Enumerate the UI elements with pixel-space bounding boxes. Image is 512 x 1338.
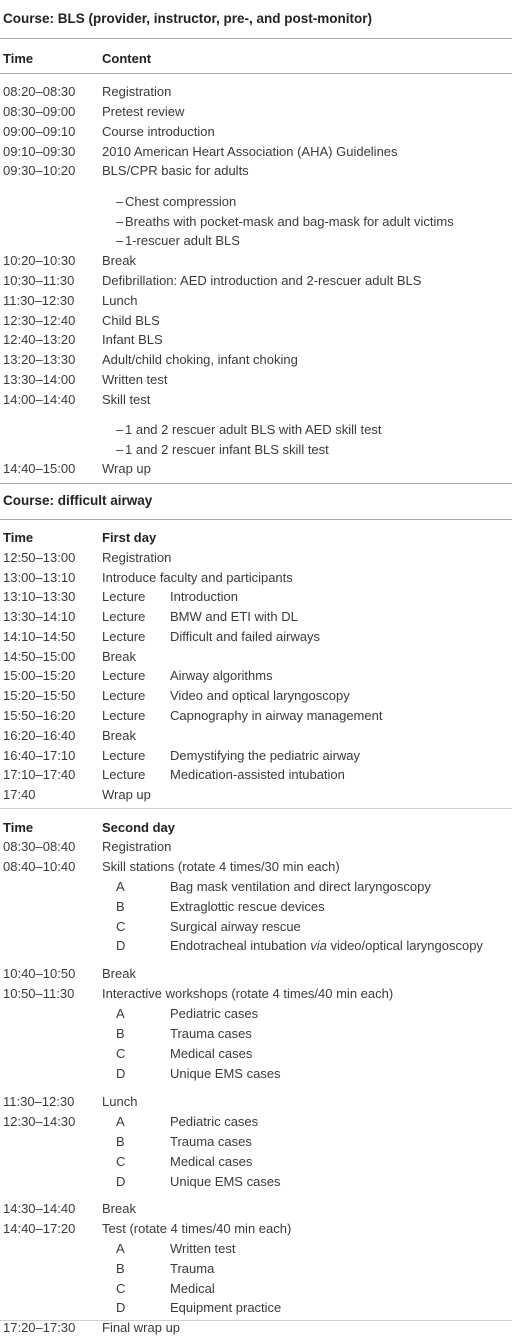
table-row	[0, 330, 512, 350]
col-header-time: Time	[3, 820, 34, 835]
content-cell: Trauma cases	[170, 1026, 252, 1041]
col-header-content: Content	[102, 51, 152, 66]
content-cell: Lecture	[102, 748, 146, 763]
content-cell: 1 and 2 rescuer adult BLS with AED skill test	[125, 422, 382, 437]
content-cell: 1 and 2 rescuer infant BLS skill test	[125, 442, 329, 457]
time-cell: 10:40–10:50	[3, 966, 76, 981]
detail-cell: Introduction	[170, 589, 238, 604]
content-cell: Equipment practice	[170, 1300, 282, 1315]
content-cell: Registration	[102, 84, 172, 99]
col-header-time: Time	[3, 530, 34, 545]
table-row	[0, 666, 512, 686]
content-cell: Wrap up	[102, 787, 151, 802]
station-letter: D	[116, 1174, 126, 1189]
station-row	[0, 1259, 512, 1279]
station-letter: A	[116, 1114, 125, 1129]
table-row	[0, 607, 512, 627]
divider	[0, 808, 512, 809]
table-row	[0, 964, 512, 984]
station-row	[0, 1064, 512, 1084]
content-cell: Break	[102, 728, 136, 743]
station-row	[0, 1004, 512, 1024]
table-row	[0, 765, 512, 785]
table-row	[0, 311, 512, 331]
time-cell: 14:40–17:20	[3, 1221, 76, 1236]
table-row	[0, 350, 512, 370]
content-cell: BLS/CPR basic for adults	[102, 163, 249, 178]
time-cell: 12:30–14:30	[3, 1114, 76, 1129]
time-cell: 13:30–14:10	[3, 609, 76, 624]
content-cell: Lecture	[102, 609, 146, 624]
content-cell: Medical	[170, 1281, 215, 1296]
bullet-row	[0, 420, 512, 440]
table-row	[0, 370, 512, 390]
bls-course-title: Course: BLS (provider, instructor, pre-, and post-monitor)	[3, 11, 373, 26]
time-cell: 12:40–13:20	[3, 332, 76, 347]
content-cell: Unique EMS cases	[170, 1174, 281, 1189]
divider	[0, 38, 512, 39]
time-cell: 12:50–13:00	[3, 550, 76, 565]
content-cell: Introduce faculty and participants	[102, 570, 293, 585]
content-cell: Lecture	[102, 767, 146, 782]
table-row	[0, 548, 512, 568]
station-letter: B	[116, 899, 125, 914]
station-letter: B	[116, 1261, 125, 1276]
dash-bullet: –	[116, 214, 124, 229]
day2-heading: Second day	[102, 820, 175, 835]
table-row	[0, 251, 512, 271]
content-cell: Lecture	[102, 629, 146, 644]
time-cell: 09:30–10:20	[3, 163, 76, 178]
content-cell: Unique EMS cases	[170, 1066, 281, 1081]
time-cell: 16:40–17:10	[3, 748, 76, 763]
content-cell: Child BLS	[102, 313, 160, 328]
station-letter: D	[116, 938, 126, 953]
time-cell: 17:40	[3, 787, 36, 802]
content-cell	[170, 936, 483, 956]
time-cell: 15:50–16:20	[3, 708, 76, 723]
table-row	[0, 984, 512, 1004]
content-cell: Chest compression	[125, 194, 237, 209]
table-row	[0, 161, 512, 181]
table-row	[0, 102, 512, 122]
content-cell: Break	[102, 649, 136, 664]
table-row	[0, 1199, 512, 1219]
content-cell: 2010 American Heart Association (AHA) Guidelines	[102, 144, 398, 159]
day1-header-row	[0, 528, 512, 548]
content-cell: Break	[102, 966, 136, 981]
time-cell: 08:30–09:00	[3, 104, 76, 119]
content-cell: Pediatric cases	[170, 1114, 259, 1129]
col-header-time: Time	[3, 51, 34, 66]
table-row	[0, 390, 512, 410]
content-cell: Pediatric cases	[170, 1006, 259, 1021]
table-row	[0, 82, 512, 102]
content-cell: Defibrillation: AED introduction and 2-rescuer adult BLS	[102, 273, 422, 288]
content-cell: Trauma cases	[170, 1134, 252, 1149]
time-cell: 14:50–15:00	[3, 649, 76, 664]
time-cell: 10:50–11:30	[3, 986, 75, 1001]
table-row	[0, 706, 512, 726]
time-cell: 14:40–15:00	[3, 461, 76, 476]
time-cell: 17:10–17:40	[3, 767, 76, 782]
station-row	[0, 877, 512, 897]
table-row	[0, 1219, 512, 1239]
time-cell: 13:10–13:30	[3, 589, 76, 604]
station-row	[0, 1298, 512, 1318]
dash-bullet: –	[116, 194, 124, 209]
time-cell: 08:30–08:40	[3, 839, 76, 854]
bullet-row	[0, 440, 512, 460]
station-letter: C	[116, 919, 126, 934]
station-row	[0, 1044, 512, 1064]
detail-cell: Medication-assisted intubation	[170, 767, 345, 782]
detail-cell: Airway algorithms	[170, 668, 273, 683]
time-cell: 13:00–13:10	[3, 570, 76, 585]
time-cell: 10:30–11:30	[3, 273, 75, 288]
content-cell: Adult/child choking, infant choking	[102, 352, 298, 367]
time-cell: 08:40–10:40	[3, 859, 76, 874]
content-pre: Endotracheal intubation	[170, 938, 311, 953]
detail-cell: Difficult and failed airways	[170, 629, 321, 644]
content-emphasis: via	[310, 938, 327, 953]
time-cell: 11:30–12:30	[3, 293, 75, 308]
table-row	[0, 459, 512, 479]
content-cell: Registration	[102, 550, 172, 565]
station-letter: D	[116, 1066, 126, 1081]
content-cell: Test (rotate 4 times/40 min each)	[102, 1221, 292, 1236]
table-row	[0, 568, 512, 588]
table-row	[0, 686, 512, 706]
station-letter: B	[116, 1026, 125, 1041]
table-row	[0, 1092, 512, 1112]
station-row	[0, 1024, 512, 1044]
table-row	[0, 746, 512, 766]
table-row	[0, 857, 512, 877]
time-cell: 14:00–14:40	[3, 392, 76, 407]
station-row	[0, 936, 512, 956]
bullet-row	[0, 231, 512, 251]
content-cell: Wrap up	[102, 461, 151, 476]
table-row	[0, 785, 512, 805]
table-row	[0, 647, 512, 667]
content-cell: Interactive workshops (rotate 4 times/40 min each)	[102, 986, 394, 1001]
detail-cell: BMW and ETI with DL	[170, 609, 298, 624]
content-cell: Infant BLS	[102, 332, 163, 347]
time-cell: 16:20–16:40	[3, 728, 76, 743]
time-cell: 12:30–12:40	[3, 313, 76, 328]
time-cell: 14:10–14:50	[3, 629, 76, 644]
content-cell: Medical cases	[170, 1046, 253, 1061]
day2-header-row	[0, 818, 512, 838]
time-cell: 17:20–17:30	[3, 1320, 76, 1335]
station-row	[0, 1239, 512, 1259]
station-row	[0, 897, 512, 917]
time-cell: 13:30–14:00	[3, 372, 76, 387]
time-cell: 11:30–12:30	[3, 1094, 75, 1109]
time-cell: 15:20–15:50	[3, 688, 76, 703]
content-cell: 1-rescuer adult BLS	[125, 233, 240, 248]
time-cell: 09:00–09:10	[3, 124, 76, 139]
table-row	[0, 291, 512, 311]
content-cell: Medical cases	[170, 1154, 253, 1169]
content-cell: Lecture	[102, 708, 146, 723]
detail-cell: Capnography in airway management	[170, 708, 383, 723]
table-row	[0, 587, 512, 607]
content-cell: Surgical airway rescue	[170, 919, 301, 934]
content-cell: Skill stations (rotate 4 times/30 min each)	[102, 859, 340, 874]
content-cell: Lecture	[102, 668, 146, 683]
bls-header-row	[0, 49, 512, 69]
time-cell: 13:20–13:30	[3, 352, 76, 367]
station-letter: C	[116, 1281, 126, 1296]
content-cell: Break	[102, 253, 136, 268]
station-row	[0, 1152, 512, 1172]
divider	[0, 519, 512, 520]
station-letter: C	[116, 1046, 126, 1061]
time-cell: 10:20–10:30	[3, 253, 76, 268]
content-cell: Breaths with pocket-mask and bag-mask for adult victims	[125, 214, 454, 229]
table-row	[0, 271, 512, 291]
table-row	[0, 142, 512, 162]
content-cell: Registration	[102, 839, 172, 854]
content-cell: Break	[102, 1201, 136, 1216]
dash-bullet: –	[116, 233, 124, 248]
station-letter: C	[116, 1154, 126, 1169]
content-cell: Trauma	[170, 1261, 215, 1276]
station-letter: A	[116, 879, 125, 894]
content-cell: Lecture	[102, 589, 146, 604]
time-cell: 08:20–08:30	[3, 84, 76, 99]
station-row	[0, 1132, 512, 1152]
station-letter: D	[116, 1300, 126, 1315]
content-cell: Final wrap up	[102, 1320, 181, 1335]
bullet-row	[0, 192, 512, 212]
station-letter: A	[116, 1006, 125, 1021]
time-cell: 15:00–15:20	[3, 668, 76, 683]
content-post: video/optical laryngoscopy	[326, 938, 483, 953]
table-row	[0, 837, 512, 857]
content-cell: Written test	[170, 1241, 236, 1256]
station-row	[0, 917, 512, 937]
day1-heading: First day	[102, 530, 157, 545]
table-row	[0, 726, 512, 746]
dash-bullet: –	[116, 442, 124, 457]
table-row	[0, 627, 512, 647]
table-row	[0, 122, 512, 142]
bullet-row	[0, 212, 512, 232]
content-cell: Lunch	[102, 1094, 138, 1109]
time-cell: 14:30–14:40	[3, 1201, 76, 1216]
content-cell: Skill test	[102, 392, 151, 407]
table-row	[0, 1112, 512, 1132]
time-cell: 09:10–09:30	[3, 144, 76, 159]
content-cell: Bag mask ventilation and direct laryngoscopy	[170, 879, 431, 894]
content-cell: Extraglottic rescue devices	[170, 899, 325, 914]
dash-bullet: –	[116, 422, 124, 437]
table-row	[0, 1318, 512, 1338]
content-cell: Lecture	[102, 688, 146, 703]
station-letter: B	[116, 1134, 125, 1149]
station-letter: A	[116, 1241, 125, 1256]
airway-course-title: Course: difficult airway	[3, 493, 153, 508]
content-cell: Written test	[102, 372, 168, 387]
detail-cell: Demystifying the pediatric airway	[170, 748, 361, 763]
divider	[0, 483, 512, 484]
content-cell: Lunch	[102, 293, 138, 308]
detail-cell: Video and optical laryngoscopy	[170, 688, 350, 703]
station-row	[0, 1279, 512, 1299]
content-cell: Course introduction	[102, 124, 215, 139]
content-cell: Pretest review	[102, 104, 185, 119]
station-row	[0, 1172, 512, 1192]
divider	[0, 73, 512, 74]
